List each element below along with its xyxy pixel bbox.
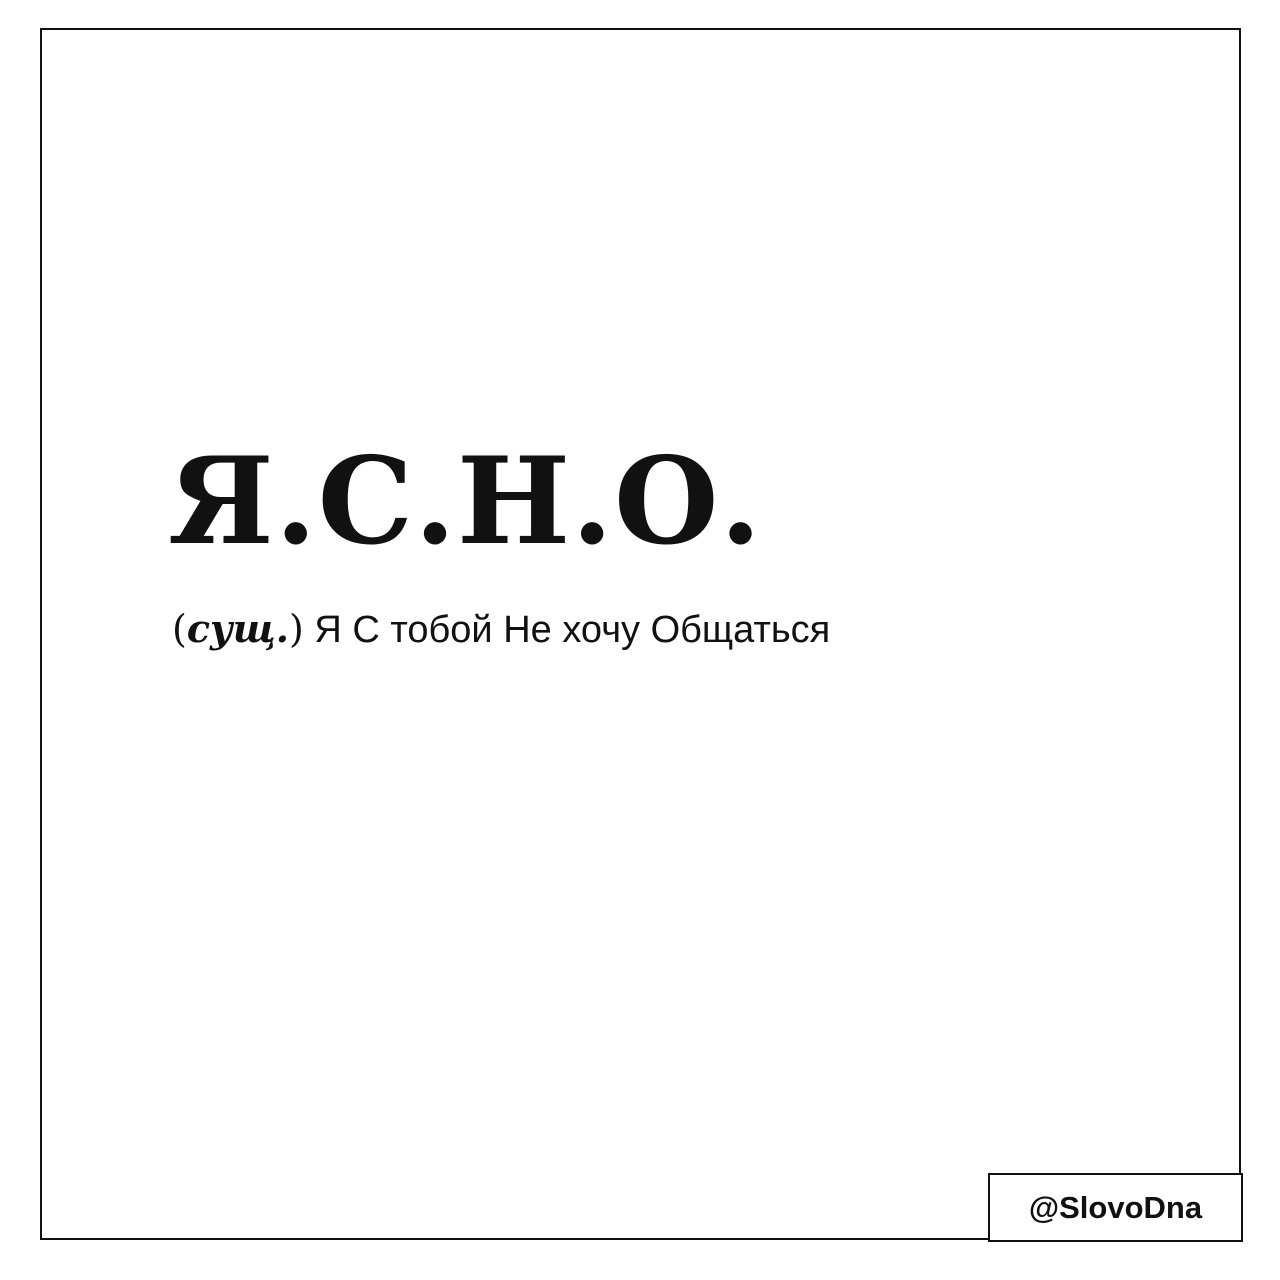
- handle-badge: [988, 1173, 1243, 1242]
- pos-paren-open: (: [172, 607, 187, 651]
- handle-text: @SlovoDna: [1028, 1189, 1203, 1225]
- pos-paren-close: ): [289, 607, 304, 651]
- definition-text: Я С тобой Не хочу Общаться: [303, 609, 831, 651]
- definition-line: [172, 604, 830, 655]
- headword-abbreviation: Я.С.Н.О.: [168, 431, 763, 572]
- part-of-speech: сущ.: [186, 606, 290, 651]
